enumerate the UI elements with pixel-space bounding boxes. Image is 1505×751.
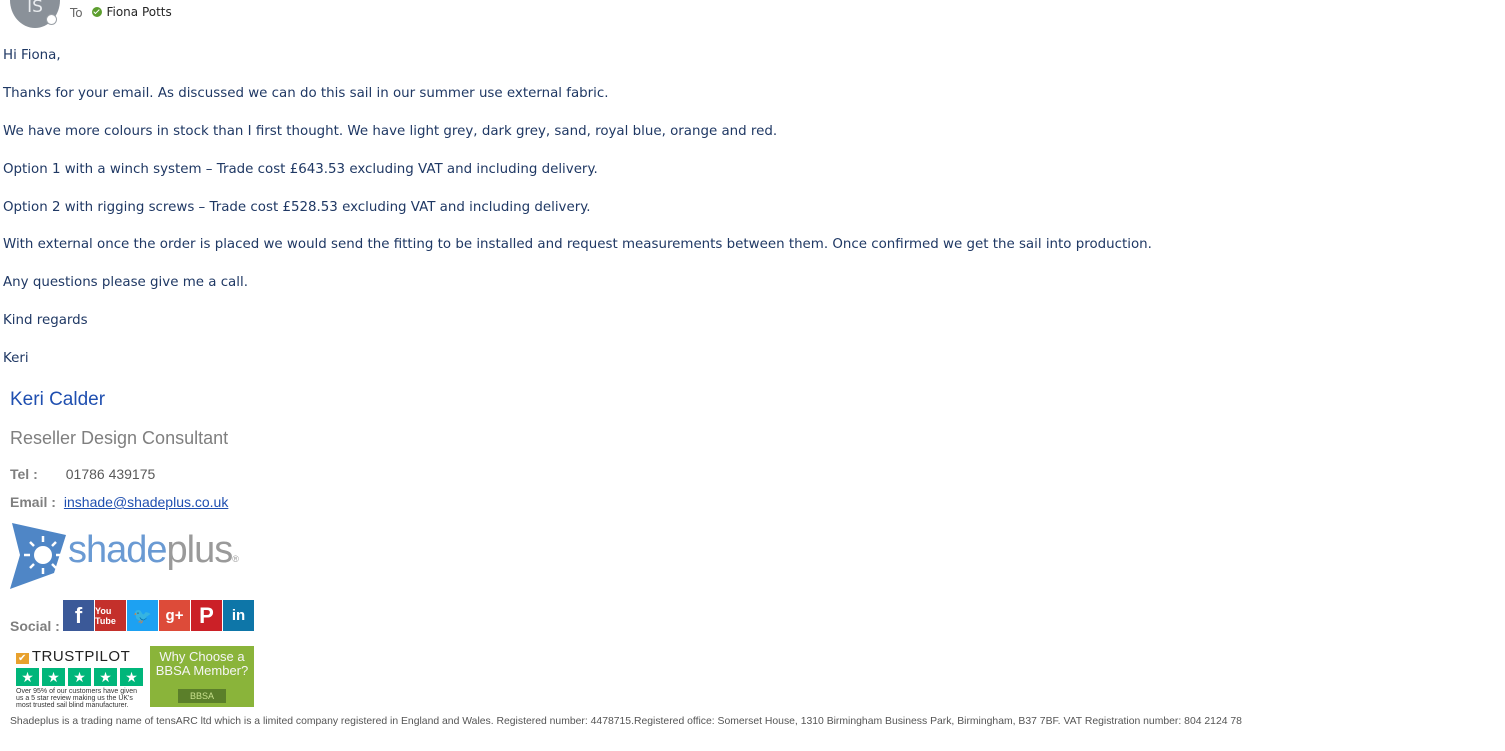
logo-wordmark: shadeplus® (68, 529, 238, 571)
signature-phone (10, 466, 155, 482)
body-line: Keri (3, 351, 29, 367)
body-line: Any questions please give me a call. (3, 275, 248, 291)
to-label: To (70, 6, 83, 20)
email-label: Email : (10, 494, 56, 510)
linkedin-icon[interactable]: in (223, 600, 254, 631)
trustpilot-badge[interactable] (10, 646, 148, 709)
bbsa-badge[interactable] (150, 646, 254, 707)
trustpilot-title: TRUSTPILOT (31, 648, 131, 665)
presence-status-icon (46, 14, 57, 25)
star-icon: ★ (120, 668, 143, 686)
sun-sail-icon (10, 521, 68, 591)
youtube-icon[interactable]: You Tube (95, 600, 126, 631)
legal-footer: Shadeplus is a trading name of tensARC ltd which is a limited company registered in England and Wales. Registered number: 4478715.Registered office: Somerset House, 1310 Birmingham Business Park, Birmingham, B37 7BF. VAT Registration number: 804 2124 78 (10, 716, 1242, 727)
star-icon: ★ (42, 668, 65, 686)
body-line: With external once the order is placed we would send the fitting to be installed and request measurements between them. Once confirmed we get the sail into production. (3, 237, 1152, 253)
recipient-row (70, 5, 172, 20)
tel-label: Tel : (10, 466, 38, 482)
social-icon-row (63, 600, 255, 631)
body-line: Kind regards (3, 313, 88, 329)
bbsa-logo: BBSA (178, 689, 226, 703)
star-icon: ★ (16, 668, 39, 686)
body-line: Thanks for your email. As discussed we can do this sail in our summer use external fabric. (3, 85, 609, 101)
avatar-initials: IS (27, 0, 43, 17)
signature-name: Keri Calder (10, 389, 106, 410)
recipient-chip[interactable] (92, 5, 171, 19)
signature-role: Reseller Design Consultant (10, 428, 229, 448)
badges-row (10, 646, 254, 709)
social-label: Social : (10, 618, 60, 634)
pinterest-icon[interactable]: P (191, 600, 222, 631)
bbsa-text: Why Choose a BBSA Member? (155, 649, 249, 678)
shadeplus-logo[interactable] (10, 521, 250, 591)
star-icon: ★ (94, 668, 117, 686)
check-icon: ✔ (18, 653, 27, 664)
star-icon: ★ (68, 668, 91, 686)
body-line: Option 2 with rigging screws – Trade cost £528.53 excluding VAT and including delivery. (3, 199, 591, 215)
trustpilot-note: Over 95% of our customers have given us a 5 star review making us the UK's most trusted sail blind manufacturer. (16, 688, 138, 709)
trustpilot-stars (16, 668, 146, 686)
body-line: Hi Fiona, (3, 48, 61, 63)
email-link[interactable]: inshade@shadeplus.co.uk (63, 494, 229, 510)
online-check-icon (92, 7, 102, 17)
message-body (3, 46, 1152, 387)
signature-email (10, 494, 228, 510)
google-plus-icon[interactable]: g+ (159, 600, 190, 631)
tel-value: 01786 439175 (65, 466, 156, 482)
recipient-name: Fiona Potts (106, 5, 172, 19)
facebook-icon[interactable]: f (63, 600, 94, 631)
body-line: Option 1 with a winch system – Trade cost £643.53 excluding VAT and including delivery. (3, 161, 598, 177)
body-line: We have more colours in stock than I first thought. We have light grey, dark grey, sand, royal blue, orange and red. (3, 123, 778, 139)
twitter-icon[interactable]: 🐦 (127, 600, 158, 631)
